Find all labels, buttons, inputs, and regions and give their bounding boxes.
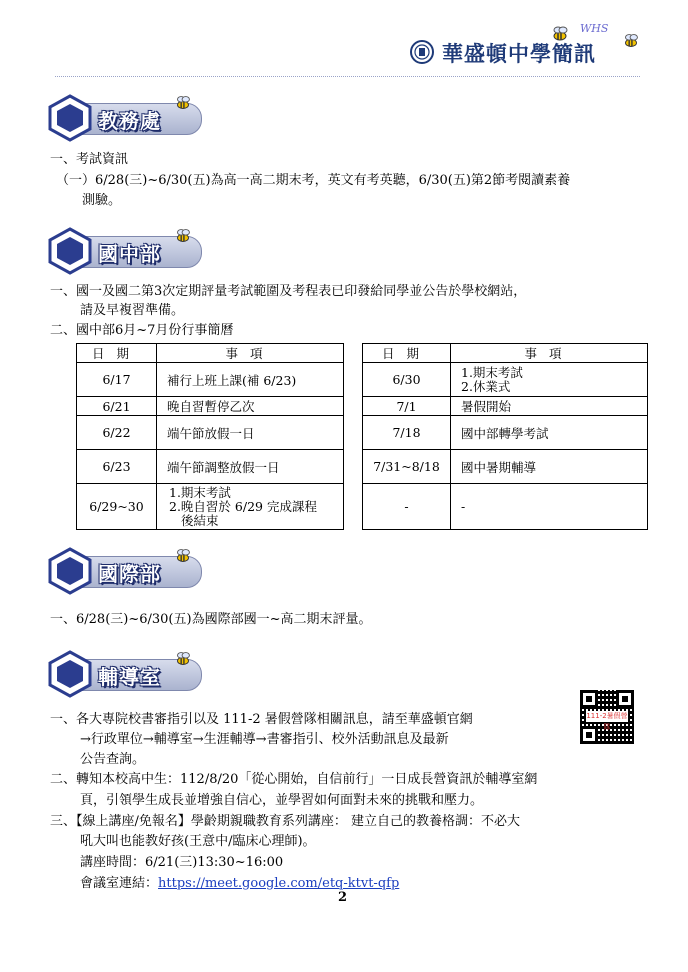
table-row: [363, 397, 648, 416]
row-date: 7/31~8/18: [363, 450, 451, 484]
meeting-link[interactable]: https://meet.google.com/etq-ktvt-qfp: [158, 876, 400, 891]
table-row: [363, 416, 648, 450]
text-line: 一、考試資訊: [50, 152, 129, 167]
section-banner-academic: [40, 92, 205, 144]
table-header-row: [77, 344, 344, 363]
schedule-table-right: [362, 343, 648, 530]
table-row: [363, 450, 648, 484]
text-line: →行政單位→輔導室→生涯輔導→書審指引、校外活動訊息及最新: [80, 732, 449, 747]
row-item: 國中部轉學考試: [451, 416, 648, 450]
row-item: 暑假開始: [451, 397, 648, 416]
row-item-line: 2.休業式: [461, 378, 511, 394]
hexagon-icon: [46, 227, 94, 275]
row-item: 端午節放假一日: [157, 416, 344, 450]
row-date: 6/21: [77, 397, 157, 416]
whs-mark: WHS: [580, 22, 609, 35]
section-banner-junior-high: [40, 225, 205, 277]
meeting-link-label: 會議室連結：: [80, 876, 159, 891]
row-item: 國中暑期輔導: [451, 450, 648, 484]
row-item: 晚自習暫停乙次: [157, 397, 344, 416]
text-line: 二、國中部6月~7月份行事簡曆: [50, 323, 234, 338]
newsletter-title: 華盛頓中學簡訊: [442, 42, 596, 66]
section-title: 國際部: [98, 562, 161, 586]
row-item: 補行上班上課(補 6/23): [157, 363, 344, 397]
text-line: （一）6/28(三)~6/30(五)為高一高二期末考，英文有考英聽，6/30(五)第2節考閱讀素養: [56, 173, 571, 188]
text-line: 二、轉知本校高中生：112/8/20「從心開始，自信前行」一日成長營資訊於輔導室網: [50, 772, 538, 787]
column-header-date: 日期: [363, 344, 451, 363]
column-header-item: 事項: [451, 344, 648, 363]
row-date: -: [363, 484, 451, 530]
row-date: 6/22: [77, 416, 157, 450]
table-header-row: [363, 344, 648, 363]
row-date: 7/18: [363, 416, 451, 450]
header-rule: [55, 76, 640, 77]
page-number: 2: [338, 890, 348, 905]
hexagon-icon: [46, 650, 94, 698]
text-line: 吼大叫也能教好孩(王意中/臨床心理師)。: [80, 834, 316, 849]
table-row: [77, 484, 344, 530]
row-date: 7/1: [363, 397, 451, 416]
text-line: 一、各大專院校書審指引以及 111-2 暑假營隊相關訊息，請至華盛頓官網: [50, 712, 473, 727]
text-line: 講座時間：6/21(三)13:30~16:00: [80, 855, 284, 870]
section-banner-international: [40, 545, 205, 597]
row-item-line: 後結束: [181, 512, 219, 528]
section-banner-counseling: [40, 648, 205, 700]
table-row: [77, 363, 344, 397]
text-line: 測驗。: [82, 193, 122, 208]
schedule-table-left: [76, 343, 344, 530]
column-header-date: 日期: [77, 344, 157, 363]
table-row: [77, 397, 344, 416]
row-item: -: [451, 484, 648, 530]
hexagon-icon: [46, 94, 94, 142]
row-item: [157, 484, 344, 530]
section-title: 教務處: [98, 109, 161, 133]
row-date: 6/17: [77, 363, 157, 397]
qr-code-icon[interactable]: [580, 690, 634, 744]
table-row: [363, 484, 648, 530]
school-emblem-icon: [410, 40, 434, 64]
text-line: 請及早複習準備。: [80, 303, 185, 318]
bee-icon: [172, 225, 194, 247]
row-item-line: 2.晚自習於 6/29 完成課程: [169, 498, 317, 514]
column-header-item: 事項: [157, 344, 344, 363]
row-date: 6/29~30: [77, 484, 157, 530]
bee-icon: [172, 648, 194, 670]
hexagon-icon: [46, 547, 94, 595]
row-item-line: 1.期末考試: [169, 484, 231, 500]
text-line: 一、國一及國二第3次定期評量考試範圍及考程表已印發給同學並公告於學校網站，: [50, 284, 527, 299]
meeting-link-line: [80, 875, 399, 893]
section-title: 國中部: [98, 242, 161, 266]
table-row: [77, 416, 344, 450]
table-row: [363, 363, 648, 397]
bee-icon: [172, 545, 194, 567]
table-row: [77, 450, 344, 484]
text-line: 一、6/28(三)~6/30(五)為國際部國一~高二期末評量。: [50, 612, 372, 627]
row-item: [451, 363, 648, 397]
qr-caption: 111-2暑假營隊: [586, 712, 628, 731]
row-item-line: 1.期末考試: [461, 364, 523, 380]
row-date: 6/30: [363, 363, 451, 397]
row-item: 端午節調整放假一日: [157, 450, 344, 484]
text-line: 三、【線上講座/免報名】學齡期親職教育系列講座： 建立自己的教養格調：不必大: [50, 814, 521, 829]
text-line: 頁，引領學生成長並增強自信心，並學習如何面對未來的挑戰和壓力。: [80, 793, 484, 808]
bee-icon: [172, 92, 194, 114]
row-date: 6/23: [77, 450, 157, 484]
section-title: 輔導室: [98, 665, 161, 689]
bee-icon: [620, 30, 642, 52]
text-line: 公告查詢。: [80, 752, 146, 767]
